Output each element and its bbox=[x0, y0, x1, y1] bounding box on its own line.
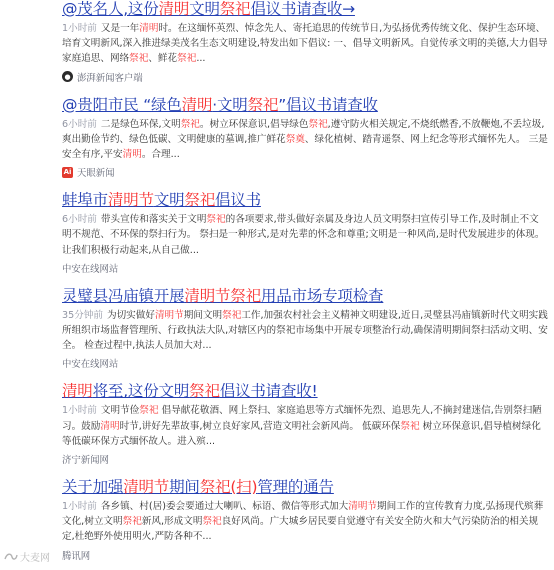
text-run: 良好风尚。广大城乡居民要自觉遵守有关安全防火和大气污染防治的相关规定,杜绝野外使用明火,严防各种不... bbox=[62, 516, 539, 543]
text-run: 又是一年 bbox=[100, 23, 140, 34]
result-snippet bbox=[62, 117, 548, 163]
text-run: @茂名人,这份 bbox=[62, 0, 159, 18]
text-run: ·文明 bbox=[212, 95, 248, 114]
text-run: 、鲜花 bbox=[148, 53, 178, 65]
result-time: 1小时前 bbox=[62, 23, 97, 34]
text-run: 时。在这缅怀英烈、悼念先人、寄托追思的传统节日,为弘扬优秀传统文化、保护生态环境、培育文明新风,深入推进绿美茂名生态文明建设,特发出如下倡议: 一、倡导文明新风。自觉传承文明的美德,大力倡导家庭追思、网络 bbox=[62, 23, 548, 65]
highlight-term: 清明 bbox=[100, 420, 120, 432]
highlight-term: 祭祀 bbox=[180, 118, 200, 130]
text-run: ,遵守防火相关规定,不烧纸燃香,不放鞭炮,不丢垃圾,爽出勤俭节约、绿色低碳、文明健康的墓调,推广鲜花 bbox=[62, 118, 545, 145]
result-title-link[interactable] bbox=[62, 476, 548, 498]
result-snippet bbox=[62, 403, 548, 449]
text-run: 倡议书 bbox=[215, 191, 261, 210]
result-title-link[interactable] bbox=[62, 0, 548, 20]
result-time: 1小时前 bbox=[62, 405, 97, 417]
text-run: 期间文明 bbox=[183, 309, 223, 321]
search-result bbox=[62, 94, 548, 180]
result-source[interactable] bbox=[62, 548, 548, 562]
highlight-term: 清明 bbox=[181, 95, 213, 114]
text-run: 灵璧县冯庙镇开展 bbox=[62, 286, 185, 305]
text-run: 各乡镇、村(居)委会要通过大喇叭、标语、微信等形式加大 bbox=[100, 501, 349, 513]
text-run: 关于加强 bbox=[62, 478, 124, 497]
highlight-term: 祭祀 bbox=[189, 382, 220, 401]
result-source[interactable] bbox=[62, 165, 548, 179]
watermark-text: 大麦网 bbox=[20, 553, 50, 564]
text-run: 用品市场专项检查 bbox=[260, 286, 384, 305]
text-run: 期间工作的宣传教育力度,弘扬现代殡葬文化,树立文明 bbox=[62, 501, 544, 528]
thepaper-logo-icon: ● bbox=[62, 71, 73, 82]
text-run: 倡议书请查收→ bbox=[250, 0, 355, 18]
highlight-term: 祭祀 bbox=[222, 309, 242, 321]
highlight-term: 祭祀 bbox=[184, 191, 216, 210]
text-run: 期间 bbox=[169, 478, 200, 497]
watermark-logo-icon bbox=[4, 552, 18, 562]
search-result bbox=[62, 0, 548, 84]
result-time: 6小时前 bbox=[62, 118, 97, 130]
highlight-term: (扫) bbox=[230, 478, 258, 497]
source-name: 澎湃新闻客户端 bbox=[77, 72, 143, 84]
result-snippet bbox=[62, 308, 548, 354]
highlight-term: 祭奠 bbox=[285, 133, 305, 145]
text-run: 、绿化植树、踏青遥祭、网上纪念等形式缅怀先人。 三是安全有序,平安 bbox=[62, 133, 548, 161]
text-run: 时节,讲好先辈故事,树立良好家风,营造文明社会新风尚。 低碳环保 bbox=[119, 420, 401, 432]
text-run: 倡导献花敬酒、网上祭扫、家庭追思等方式缅怀先烈、追思先人,不摘封建迷信,告别祭扫陋习。鼓励 bbox=[62, 405, 542, 432]
highlight-term: 祭祀 bbox=[177, 53, 197, 65]
text-run: @贵阳市民 “绿色 bbox=[62, 95, 182, 114]
result-source[interactable] bbox=[62, 452, 548, 466]
highlight-term: 清明节 bbox=[123, 478, 170, 497]
highlight-term: 清明节 bbox=[348, 501, 378, 513]
text-run: 带头宣传和落实关于文明 bbox=[100, 214, 207, 226]
result-title-link[interactable] bbox=[62, 94, 548, 116]
result-title-link[interactable] bbox=[62, 380, 548, 402]
text-run: 将至,这份文明 bbox=[92, 382, 190, 401]
result-time: 6小时前 bbox=[62, 214, 97, 226]
text-run: 倡议书请查收! bbox=[219, 382, 318, 401]
text-run: 。合理... bbox=[141, 149, 180, 161]
text-run: ... bbox=[196, 53, 206, 65]
text-run: 工作,加强农村社会主义精神文明建设,近日,灵璧县冯庙镇新时代文明实践所组织市场监督管理所、行政执法大队,对辖区内的祭祀市场集中开展专项整治行动,确保清明期间祭扫活动文明、安全。 检查过程中,执法人员加大对... bbox=[62, 309, 548, 352]
highlight-term: 祭祀 bbox=[247, 95, 279, 114]
text-run: 树立环保意识,倡导植树绿化等低碳环保方式缅怀故人。进入殡... bbox=[62, 420, 541, 447]
highlight-term: 清明节祭祀 bbox=[184, 286, 261, 305]
result-snippet bbox=[62, 499, 548, 545]
result-snippet bbox=[62, 21, 548, 67]
highlight-term: 祭祀 bbox=[122, 516, 142, 528]
text-run: ”倡议书请查收 bbox=[278, 95, 378, 114]
search-result bbox=[62, 476, 548, 562]
text-run: 文明 bbox=[189, 0, 220, 18]
text-run: 文明 bbox=[153, 191, 185, 210]
text-run: 为切实做好 bbox=[107, 309, 155, 321]
text-run: 文明节俭 bbox=[100, 405, 140, 417]
highlight-term: 祭祀 bbox=[139, 405, 159, 417]
source-name: 中安在线网站 bbox=[62, 359, 119, 371]
search-result bbox=[62, 380, 548, 466]
highlight-term: 祭祀 bbox=[219, 0, 251, 18]
result-snippet bbox=[62, 212, 548, 258]
search-result bbox=[62, 285, 548, 371]
source-name: 济宁新闻网 bbox=[62, 455, 109, 467]
text-run: 蚌埠市 bbox=[62, 191, 108, 210]
text-run: 管理的通告 bbox=[257, 478, 334, 497]
result-title-link[interactable] bbox=[62, 189, 548, 211]
tianyan-logo-icon: Ai bbox=[63, 168, 72, 177]
source-name: 中安在线网站 bbox=[62, 263, 119, 275]
highlight-term: 祭祀 bbox=[308, 118, 328, 130]
highlight-term: 清明 bbox=[62, 382, 93, 401]
result-time: 1小时前 bbox=[62, 501, 97, 513]
result-time: 35分钟前 bbox=[62, 309, 103, 321]
result-source[interactable] bbox=[62, 70, 548, 84]
text-run: 二是绿色环保,文明 bbox=[100, 118, 181, 130]
text-run: 。树立环保意识,倡导绿色 bbox=[199, 118, 309, 130]
search-result bbox=[62, 189, 548, 275]
source-name: 腾讯网 bbox=[62, 550, 91, 562]
result-source[interactable] bbox=[62, 356, 548, 370]
highlight-term: 祭祀 bbox=[202, 516, 222, 528]
result-title-link[interactable] bbox=[62, 285, 548, 307]
highlight-term: 清明 bbox=[122, 149, 142, 161]
highlight-term: 清明 bbox=[158, 0, 190, 18]
highlight-term: 祭祀 bbox=[129, 53, 149, 65]
highlight-term: 清明 bbox=[139, 23, 159, 34]
text-run: 新风,形成文明 bbox=[141, 516, 203, 528]
source-name: 天眼新闻 bbox=[77, 168, 115, 180]
highlight-term: 祭祀 bbox=[400, 420, 420, 432]
text-run: 的各项要求,带头做好亲属及身边人员文明祭扫宣传引导工作,及时制止不文明不规范、不环保的祭扫行为。 祭扫是一种形式,是对先辈的怀念和尊重;文明是一种风尚,是时代发展进步的体现。让我们积极行动起来,从自己做... bbox=[62, 214, 545, 256]
watermark bbox=[4, 549, 50, 564]
highlight-term: 祭祀 bbox=[206, 214, 226, 226]
highlight-term: 祭祀 bbox=[199, 478, 231, 497]
highlight-term: 清明节 bbox=[154, 309, 184, 321]
result-source[interactable] bbox=[62, 261, 548, 275]
highlight-term: 清明节 bbox=[107, 191, 154, 210]
